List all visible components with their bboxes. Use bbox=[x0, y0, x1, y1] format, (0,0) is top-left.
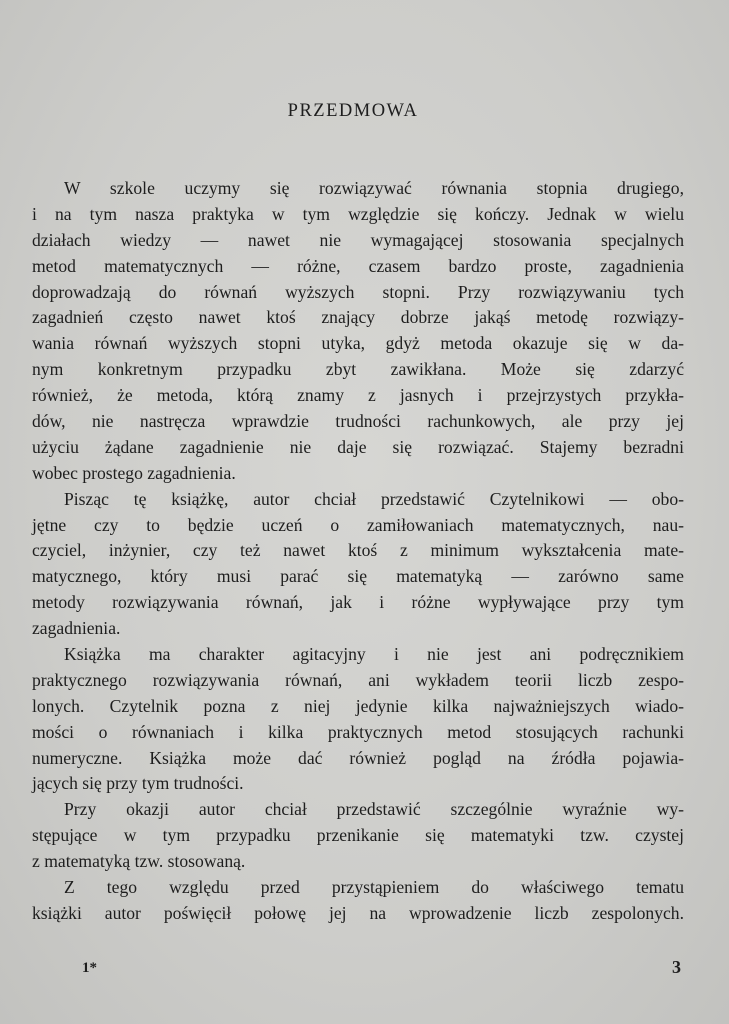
text-line: Z tego względu przed przystąpieniem do właściwego tematu bbox=[64, 877, 684, 898]
page-title: PRZEDMOWA bbox=[287, 101, 419, 121]
text-line: i na tym nasza praktyka w tym względzie się kończy. Jednak w wielu bbox=[32, 203, 684, 224]
text-line: jętne czy to będzie uczeń o zamiłowaniach matematycznych, nau- bbox=[32, 514, 684, 535]
text-line: wania równań wyższych stopni utyka, gdyż metoda okazuje się w da- bbox=[32, 333, 684, 354]
text-line: użyciu żądane zagadnienie nie daje się rozwiązać. Stajemy bezradni bbox=[32, 436, 684, 457]
signature-mark: 1* bbox=[82, 960, 97, 976]
page-number: 3 bbox=[672, 957, 681, 977]
text-line: Książka ma charakter agitacyjny i nie jest ani podręcznikiem bbox=[64, 644, 684, 665]
text-line: wobec prostego zagadnienia. bbox=[32, 462, 236, 483]
text-line: doprowadzają do równań wyższych stopni. Przy rozwiązywaniu tych bbox=[32, 281, 684, 302]
text-line: metod matematycznych — różne, czasem bardzo proste, zagadnienia bbox=[32, 255, 684, 276]
text-line: dów, nie nastręcza wprawdzie trudności rachunkowych, ale przy jej bbox=[32, 411, 684, 432]
text-line: praktycznego rozwiązywania równań, ani wykładem teorii liczb zespo- bbox=[32, 669, 684, 690]
text-line: mości o równaniach i kilka praktycznych metod stosujących rachunki bbox=[32, 721, 684, 742]
text-line: książki autor poświęcił połowę jej na wprowadzenie liczb zespolonych. bbox=[32, 902, 684, 923]
text-line: lonych. Czytelnik pozna z niej jedynie kilka najważniejszych wiado- bbox=[32, 695, 684, 716]
text-line: metody rozwiązywania równań, jak i różne wypływające przy tym bbox=[32, 592, 684, 613]
preface-text bbox=[32, 176, 684, 927]
text-line: Przy okazji autor chciał przedstawić szczególnie wyraźnie wy- bbox=[64, 799, 684, 820]
text-line: stępujące w tym przypadku przenikanie się matematyki tzw. czystej bbox=[32, 825, 684, 846]
text-line: z matematyką tzw. stosowaną. bbox=[32, 851, 246, 872]
text-line: nym konkretnym przypadku zbyt zawikłana. Może się zdarzyć bbox=[32, 359, 684, 380]
text-line: W szkole uczymy się rozwiązywać równania stopnia drugiego, bbox=[64, 178, 684, 198]
text-line: matycznego, który musi parać się matematyką — zarówno same bbox=[32, 566, 684, 587]
text-line: czyciel, inżynier, czy też nawet ktoś z minimum wykształcenia mate- bbox=[32, 540, 684, 561]
text-line: również, że metoda, którą znamy z jasnych i przejrzystych przykła- bbox=[32, 385, 684, 406]
text-line: zagadnień często nawet ktoś znający dobrze jakąś metodę rozwiązy- bbox=[32, 307, 684, 328]
text-line: Pisząc tę książkę, autor chciał przedstawić Czytelnikowi — obo- bbox=[64, 488, 684, 509]
text-line: numeryczne. Książka może dać również pogląd na źródła pojawia- bbox=[32, 747, 684, 768]
text-line: jących się przy tym trudności. bbox=[32, 773, 244, 794]
text-line: zagadnienia. bbox=[32, 618, 121, 639]
text-line: działach wiedzy — nawet nie wymagającej stosowania specjalnych bbox=[32, 229, 684, 250]
